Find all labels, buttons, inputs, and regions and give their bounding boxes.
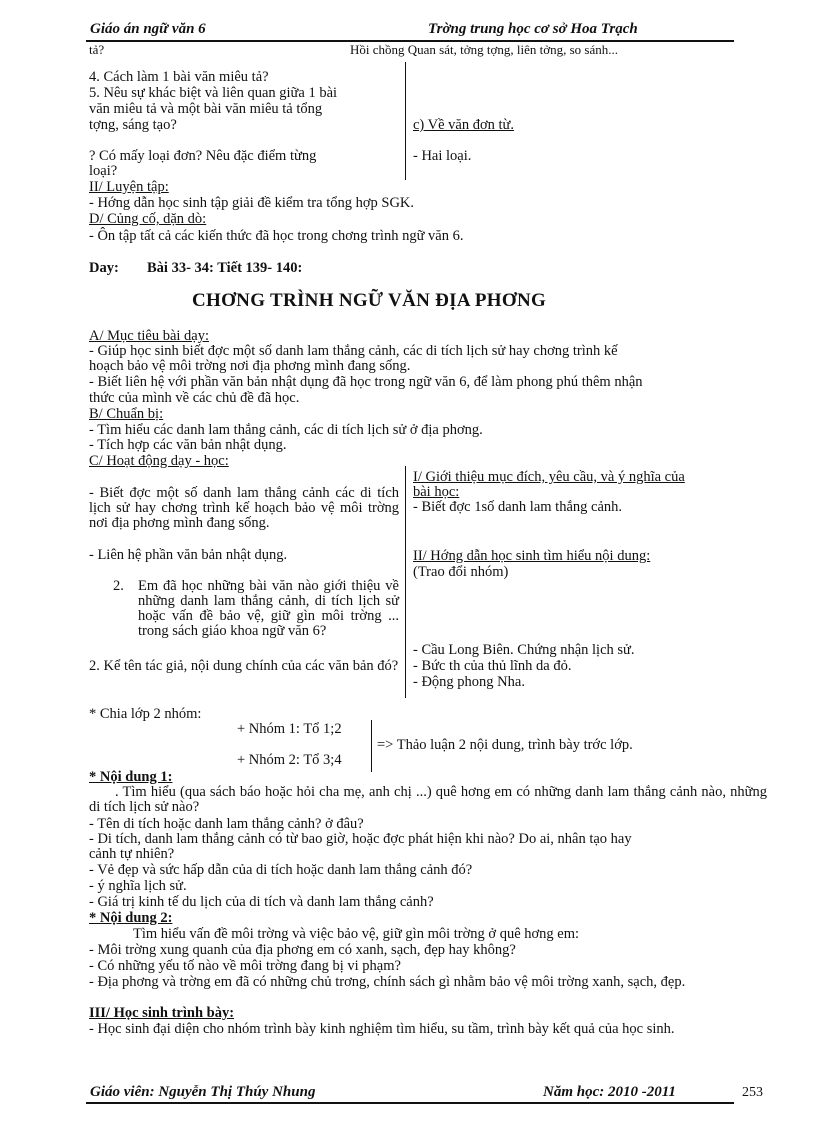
content1-heading: * Nội dung 1:	[89, 769, 173, 785]
activities-left-p1: - Biết đợc một số danh lam thắng cảnh các di tích lịch sử hay chơng trình kế hoạch bảo vệ môi trờng nơi địa phơng mình đang sống.	[89, 485, 399, 531]
answer-1: - Cầu Long Biên. Chứng nhận lịch sử.	[413, 642, 635, 658]
content1-line-1: - Tên di tích hoặc danh lam thắng cảnh? ở đâu?	[89, 816, 364, 832]
answer-2: - Bức th của thủ lĩnh da đỏ.	[413, 658, 572, 674]
top-left-line-1: 4. Cách làm 1 bài văn miêu tả?	[89, 69, 269, 85]
activities-left-p2: - Liên hệ phần văn bản nhật dụng.	[89, 547, 288, 563]
page-number: 253	[742, 1085, 763, 1100]
right-c-heading: c) Về văn đơn từ.	[413, 117, 515, 133]
header-left: Giáo án ngữ văn 6	[90, 21, 206, 37]
content2-line-1: - Môi trờng xung quanh của địa phơng em có xanh, sạch, đẹp hay không?	[89, 942, 516, 958]
activities-right-h2b: (Trao đổi nhóm)	[413, 564, 509, 580]
activities-right-heading: I/ Giới thiệu mục đích, yêu cầu, và ý nghĩa của	[413, 469, 685, 485]
groups-intro: * Chia lớp 2 nhóm:	[89, 706, 202, 722]
content1-paragraph: . Tìm hiểu (qua sách báo hoặc hỏi cha mẹ, anh chị ...) quê hơng em có những danh lam thắng cảnh nào, những di tích lịch sử nào?	[89, 784, 767, 815]
presentation-heading: III/ Học sinh trình bày:	[89, 1005, 235, 1021]
activities-right-heading-2: bài học:	[413, 484, 460, 500]
group-1: + Nhóm 1: Tổ 1;2	[237, 721, 342, 737]
review-heading: D/ Củng cố, dặn dò:	[89, 211, 207, 227]
prep-line-2: - Tích hợp các văn bản nhật dụng.	[89, 437, 287, 453]
content1-line-2: - Di tích, danh lam thắng cảnh có từ bao giờ, hoặc đợc phát hiện khi nào? Do ai, nhân tạo hay	[89, 831, 632, 847]
groups-result: => Thảo luận 2 nội dung, trình bày trớc lớp.	[377, 737, 633, 753]
content2-line-3: - Địa phơng và trờng em đã có những chủ trơng, chính sách gì nhằm bảo vệ môi trờng xanh, sạch, đẹp.	[89, 974, 686, 990]
table-divider-activities	[405, 466, 406, 698]
goals-heading: A/ Mục tiêu bài dạy:	[89, 328, 210, 344]
content1-line-3: - Vẻ đẹp và sức hấp dẫn của di tích hoặc danh lam thắng cảnh đó?	[89, 862, 473, 878]
lesson-day: Day:	[89, 260, 119, 276]
activities-heading: C/ Hoạt động dạy - học:	[89, 453, 229, 469]
content1-line-2b: cảnh tự nhiên?	[89, 846, 175, 862]
overlap-right-text: Hồi chồng Quan sát, tởng tợng, liên tởng, so sánh...	[350, 42, 618, 57]
content2-line-0: Tìm hiểu vấn đề môi trờng và việc bảo vệ, giữ gìn môi trờng ở quê hơng em:	[133, 926, 580, 942]
activities-right-h2: II/ Hớng dẫn học sinh tìm hiểu nội dung:	[413, 548, 651, 564]
goals-line-2: hoạch bảo vệ môi trờng nơi địa phơng mình đang sống.	[89, 358, 411, 374]
practice-line: - Hớng dẫn học sinh tập giải đề kiểm tra tổng hợp SGK.	[89, 195, 415, 211]
goals-line-4: thức của mình về các chủ đề đã học.	[89, 390, 300, 406]
question-2-number: 2.	[113, 578, 124, 594]
content1-line-4: - ý nghĩa lịch sử.	[89, 878, 187, 894]
question-left-2: loại?	[89, 163, 118, 179]
top-left-line-3: văn miêu tả và một bài văn miêu tả tổng	[89, 101, 323, 117]
prep-heading: B/ Chuẩn bị:	[89, 406, 164, 422]
table-divider-top	[405, 62, 406, 180]
overlap-left-text: tả?	[89, 42, 105, 57]
practice-heading: II/ Luyện tập:	[89, 179, 169, 195]
footer-teacher: Giáo viên: Nguyễn Thị Thúy Nhung	[90, 1084, 316, 1100]
content2-heading: * Nội dung 2:	[89, 910, 173, 926]
lesson-title: CHƠNG TRÌNH NGỮ VĂN ĐỊA PHƠNG	[192, 290, 547, 311]
header-right: Trờng trung học cơ sở Hoa Trạch	[428, 21, 638, 37]
prep-line-1: - Tìm hiểu các danh lam thắng cảnh, các di tích lịch sử ở địa phơng.	[89, 422, 483, 438]
content1-line-5: - Giá trị kinh tế du lịch của di tích và danh lam thắng cảnh?	[89, 894, 434, 910]
top-left-line-2: 5. Nêu sự khác biệt và liên quan giữa 1 bài	[89, 85, 338, 101]
footer-rule	[86, 1102, 734, 1104]
group-2: + Nhóm 2: Tổ 3;4	[237, 752, 342, 768]
footer-year: Năm học: 2010 -2011	[543, 1084, 676, 1100]
content2-line-2: - Có những yếu tố nào về môi trờng đang bị vi phạm?	[89, 958, 401, 974]
question-left-1: ? Có mấy loại đơn? Nêu đặc điểm từng	[89, 148, 317, 164]
goals-line-3: - Biết liên hệ với phần văn bản nhật dụng đã học trong ngữ văn 6, để làm phong phú thêm nhận	[89, 374, 643, 390]
review-line: - Ôn tập tất cả các kiến thức đã học trong chơng trình ngữ văn 6.	[89, 228, 464, 244]
top-left-line-4: tợng, sáng tạo?	[89, 117, 177, 133]
question-right: - Hai loại.	[413, 148, 472, 164]
goals-line-1: - Giúp học sinh biết đợc một số danh lam thắng cảnh, các di tích lịch sử hay chơng trình kế	[89, 343, 618, 359]
lesson-info: Bài 33- 34: Tiết 139- 140:	[147, 260, 303, 276]
groups-divider	[371, 720, 372, 772]
presentation-paragraph: - Học sinh đại diện cho nhóm trình bày kinh nghiệm tìm hiểu, su tầm, trình bày kết quả của học sinh.	[89, 1021, 675, 1037]
activities-right-p1: - Biết đợc 1số danh lam thắng cảnh.	[413, 499, 623, 515]
question-2b-text: 2. Kể tên tác giả, nội dung chính của các văn bản đó?	[89, 658, 399, 674]
answer-3: - Động phong Nha.	[413, 674, 525, 690]
question-2-text: Em đã học những bài văn nào giới thiệu về những danh lam thắng cảnh, di tích lịch sử hoặc vấn đề bảo vệ, giữ gìn môi trờng ... trong sách giáo khoa ngữ văn 6?	[138, 578, 399, 639]
